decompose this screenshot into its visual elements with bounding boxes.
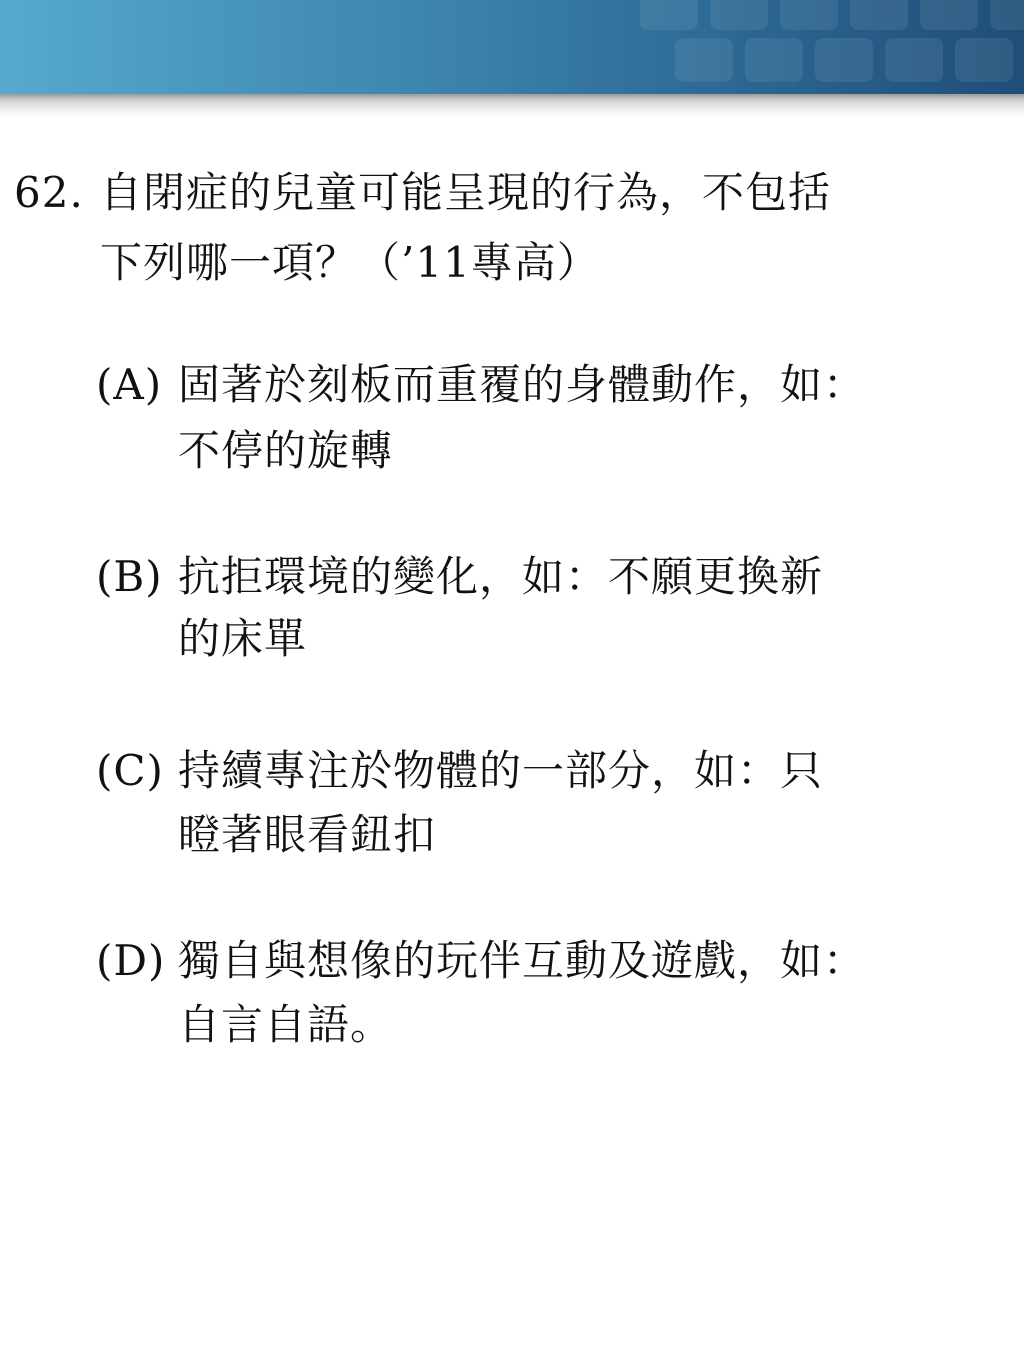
banner-decoration (815, 38, 873, 82)
banner-decoration (920, 0, 978, 30)
option-a-line2: 不停的旋轉 (178, 426, 394, 475)
banner-decoration (885, 38, 943, 82)
banner-decoration (745, 38, 803, 82)
option-b-label: (B) (96, 552, 163, 601)
question-text-line1: 自閉症的兒童可能呈現的行為，不包括 (100, 168, 832, 217)
banner-decoration (955, 38, 1013, 82)
banner-decoration (710, 0, 768, 30)
option-d-line2: 自言自語。 (178, 1000, 394, 1049)
banner-decoration (850, 0, 908, 30)
option-d-line1: 獨自與想像的玩伴互動及遊戲，如： (178, 936, 867, 985)
banner-decoration (640, 0, 698, 30)
option-c-line1: 持續專注於物體的一部分，如：只 (178, 746, 824, 795)
banner-decoration (990, 0, 1024, 30)
option-c-line2: 瞪著眼看鈕扣 (178, 810, 437, 859)
option-c-label: (C) (96, 746, 164, 795)
banner-shadow (0, 94, 1024, 118)
option-a-label: (A) (96, 360, 163, 409)
option-b-line2: 的床單 (178, 614, 308, 663)
option-a-line1: 固著於刻板而重覆的身體動作，如： (178, 360, 867, 409)
question-number: 62. (14, 168, 84, 217)
question-text-line2: 下列哪一項？（’11專高） (100, 238, 600, 287)
header-banner (0, 0, 1024, 94)
banner-decoration (675, 38, 733, 82)
option-d-label: (D) (96, 936, 166, 985)
option-b-line1: 抗拒環境的變化，如：不願更換新 (178, 552, 824, 601)
banner-decoration (780, 0, 838, 30)
